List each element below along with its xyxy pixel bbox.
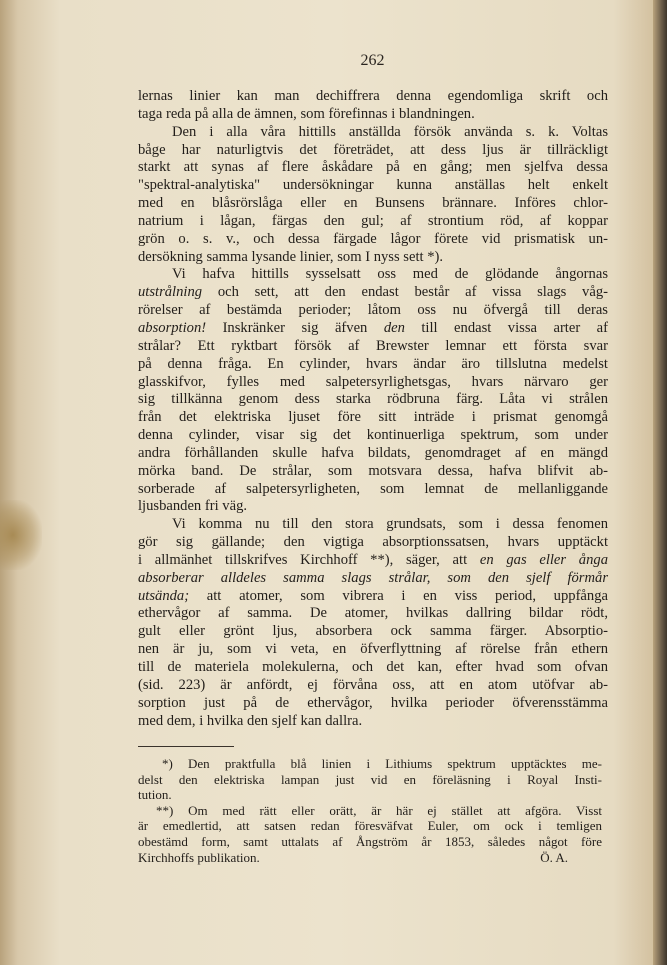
text-line: glasskifvor, fylles med salpetersyrlighetsgas, hvars närvaro ger [138, 373, 608, 390]
text-line: andra förhållanden skulle hafva bildats, genomdraget af en mängd [138, 444, 608, 461]
text-line: Den i alla våra hittills anställda försök använda s. k. Voltas [172, 123, 608, 140]
emphasized-text: utstrålning [138, 284, 203, 301]
text-line: gult eller grönt ljus, absorbera ock samma färger. Absorptio- [138, 623, 608, 640]
paragraph [138, 124, 608, 267]
text-line: till de materiela molekulerna, och det kan, efter hvad som ofvan [138, 659, 608, 675]
text-line: ljusbanden fri väg. [138, 498, 248, 515]
text-line: gör sig gällande; den vigtiga absorptionssatsen, hvars upptäckt [138, 534, 608, 551]
paragraph [138, 88, 608, 124]
paragraph [138, 266, 608, 516]
text-line: "spektral-analytiska" undersökningar kunna anställas helt enkelt [138, 177, 608, 194]
page-binding-edge [653, 0, 667, 965]
footnote [138, 756, 602, 803]
text-line: utstrålning och sett, att den endast består af vissa slags våg- [138, 284, 608, 301]
emphasized-text: en gas eller ånga [479, 551, 608, 568]
text-line: grön o. s. v., och dessa färgade lågor förete vid prismatisk un- [138, 230, 608, 247]
text-line: Vi komma nu till den stora grundsats, som i dessa fenomen [172, 516, 608, 533]
text-line: dersökning samma lysande linier, som I nyss sett *). [138, 248, 444, 265]
paper-stain [0, 500, 42, 570]
page-number: 262 [360, 52, 385, 69]
text-line: med en blåsrörslåga eller en Bunsens brännare. Införes chlor- [138, 195, 608, 212]
footnote-line: delst den elektriska lampan just vid en föreläsning i Royal Insti- [138, 771, 602, 787]
text-line: utsända; att atomer, som vibrera i en viss period, uppfånga [138, 587, 608, 604]
text-line: denna cylinder, visar sig det kontinuerliga spektrum, som under [138, 427, 608, 444]
text-line: absorption! Inskränker sig äfven den till endast vissa arter af [138, 319, 609, 336]
paragraph [138, 516, 608, 730]
footnote-line: Kirchhoffs publikation. Ö. A. [138, 849, 568, 865]
text-line: mörka band. De strålar, som motsvara dessa, hafva blifvit ab- [138, 462, 608, 479]
text-line: båge har naturligtvis det företrädet, att dess ljus är tillräckligt [138, 141, 608, 158]
footnote-separator [138, 746, 234, 747]
text-line: starkt att synas af flere åskådare på en gång; men sjelfva dessa [138, 159, 608, 176]
text-line: från det elektriska ljuset före sitt inträde i prismat genomgå [138, 409, 608, 426]
text-line: natrium i lågan, färgas den gul; af strontium röd, af koppar [138, 212, 608, 229]
text-line: (sid. 223) är anfördt, ej förvåna oss, att en atom utöfvar ab- [138, 676, 608, 693]
text-line [138, 570, 608, 588]
text-line: ethervågor af samma. De atomer, hvilkas dallring bildar rödt, [138, 605, 608, 622]
text-line: med dem, i hvilka den sjelf kan dallra. [138, 712, 363, 729]
text-line: nen är ju, som vi veta, en öfverflyttning af rörelse från ethern [138, 641, 608, 658]
text-line: sorberade af salpetersyrligheten, som lemnat de mellanliggande [138, 480, 608, 497]
signature-initials: Ö. A. [540, 849, 568, 865]
footnote [138, 803, 602, 865]
text-line: sorption just på de ethervågor, hvilka perioder öfverensstämma [138, 694, 608, 711]
footnote-line: obestämd form, samt uttalats af Ångström år 1853, således något före [138, 833, 602, 849]
emphasized-text: den [383, 319, 405, 336]
footnotes [138, 756, 602, 865]
text-line: i allmänhet tillskrifves Kirchhoff **), säger, att en gas eller ånga [138, 551, 608, 568]
text-line: sig tillkänna genom dess starka rödbruna färg. Låta vi strålen [138, 391, 608, 408]
emphasized-text: absorption! [138, 319, 207, 336]
footnote-line: **) Om med rätt eller orätt, är här ej stället att afgöra. Visst [156, 802, 602, 818]
text-line: rörelser af bestämda perioder; låtom oss nu öfvergå till deras [138, 302, 608, 319]
text-line: lernas linier kan man dechiffrera denna egendomliga skrift och [138, 88, 608, 104]
text-line: taga reda på alla de ämnen, som förefinnas i blandningen. [138, 105, 475, 122]
text-line: Vi hafva hittills sysselsatt oss med de glödande ångornas [172, 266, 608, 283]
text-line: på denna fråga. En cylinder, hvars ändar äro tillslutna medelst [138, 355, 608, 372]
footnote-line: *) Den praktfulla blå linien i Lithiums spektrum upptäcktes me- [162, 756, 602, 771]
emphasized-text: utsända; [138, 587, 190, 604]
footnote-line: tution. [138, 787, 172, 803]
body-text [138, 88, 608, 730]
text-line: strålar? Ett ryktbart försök af Brewster lemnar ett första svar [138, 337, 608, 354]
emphasized-text: absorberar alldeles samma slags strålar, som den sjelf förmår [138, 569, 608, 586]
footnote-line: är emedlertid, att satsen redan föresväfvat Euler, om ock i temligen [138, 818, 602, 834]
